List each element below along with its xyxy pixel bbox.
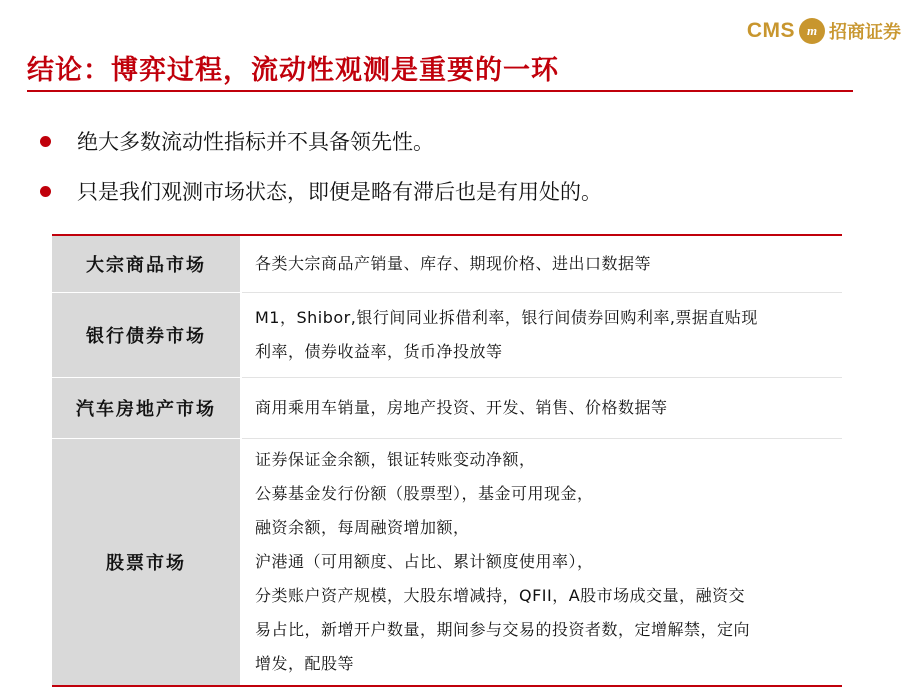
table-row	[52, 439, 842, 687]
market-category-cell: 银行债券市场	[52, 293, 241, 378]
table-row	[52, 378, 842, 439]
indicator-description-cell	[241, 378, 842, 439]
bullet-dot-icon	[40, 186, 51, 197]
market-category-cell: 汽车房地产市场	[52, 378, 241, 439]
description-line: 证券保证金余额，银证转账变动净额，	[255, 450, 536, 469]
table-row	[52, 293, 842, 378]
logo-cms-text: CMS	[746, 19, 795, 42]
indicator-description-cell	[241, 439, 842, 687]
description-line: 商用乘用车销量，房地产投资、开发、销售、价格数据等	[255, 398, 668, 417]
liquidity-indicator-table	[52, 234, 842, 687]
logo-seal-icon: m	[799, 18, 825, 44]
indicator-description-cell	[241, 293, 842, 378]
description-line: 各类大宗商品产销量、库存、期现价格、进出口数据等	[255, 254, 652, 273]
company-logo	[747, 18, 901, 44]
bullet-text: 绝大多数流动性指标并不具备领先性。	[77, 130, 434, 154]
market-category-cell: 股票市场	[52, 439, 241, 687]
table-row	[52, 235, 842, 293]
description-line: 分类账户资产规模，大股东增减持，QFII，A股市场成交量，融资交	[255, 586, 746, 605]
description-line: 利率，债券收益率，货币净投放等	[255, 342, 503, 361]
bullet-item	[40, 116, 602, 166]
description-line: 公募基金发行份额（股票型），基金可用现金，	[255, 484, 594, 503]
indicator-description-cell	[241, 235, 842, 293]
bullet-list	[40, 116, 602, 216]
slide-title: 结论：博弈过程，流动性观测是重要的一环	[27, 55, 559, 86]
description-line: 沪港通（可用额度、占比、累计额度使用率），	[255, 552, 594, 571]
bullet-dot-icon	[40, 136, 51, 147]
description-line: 易占比，新增开户数量，期间参与交易的投资者数，定增解禁，定向	[255, 620, 751, 639]
description-line: M1，Shibor,银行间同业拆借利率，银行间债券回购利率,票据直贴现	[255, 308, 758, 327]
logo-chinese-text: 招商证券	[829, 22, 901, 43]
bullet-text: 只是我们观测市场状态，即便是略有滞后也是有用处的。	[77, 180, 602, 204]
title-divider	[27, 90, 853, 92]
description-line: 增发，配股等	[255, 654, 355, 673]
description-line: 融资余额，每周融资增加额，	[255, 518, 470, 537]
bullet-item	[40, 166, 602, 216]
market-category-cell: 大宗商品市场	[52, 235, 241, 293]
